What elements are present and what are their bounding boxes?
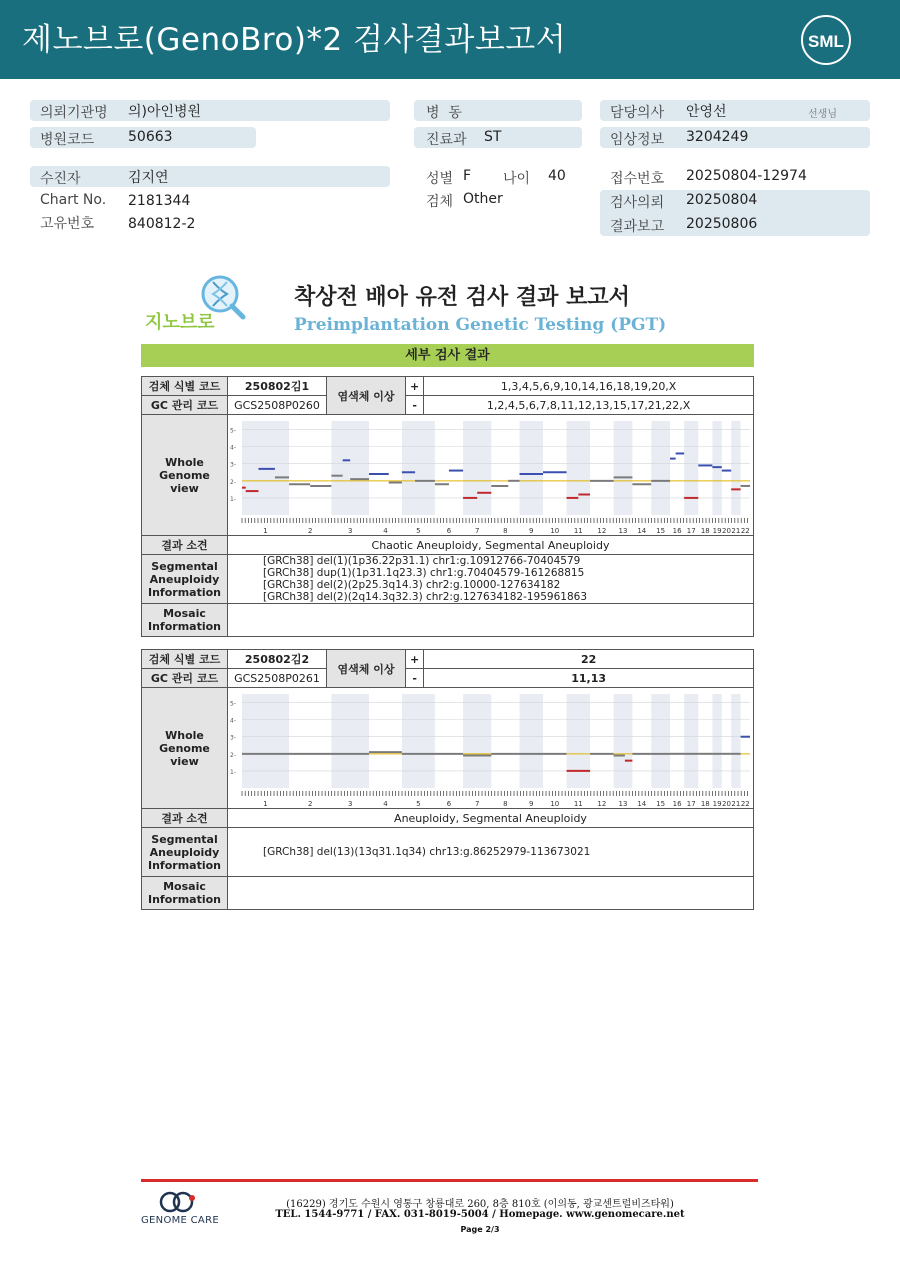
sample-code: 250802김2: [228, 650, 327, 669]
chromosome-band: [651, 421, 670, 515]
y-tick-label: 2-: [230, 751, 236, 759]
chromosome-band: [567, 421, 591, 515]
age-label: 나이: [503, 171, 531, 187]
chromosome-label: 4: [383, 800, 388, 808]
header-bar: [0, 0, 900, 79]
y-tick-label: 1-: [230, 768, 236, 776]
footer-contact: TEL. 1544-9771 / FAX. 031-8019-5004 / Homepage. www.genomecare.net: [275, 1209, 685, 1220]
chromosome-label: 16: [672, 800, 682, 808]
gc-code-label: GC 관리 코드: [142, 396, 228, 415]
chromosome-label: 21: [731, 800, 741, 808]
chromosome-label: 21: [731, 527, 741, 535]
chromosome-label: 3: [347, 527, 353, 535]
patient-label: 수진자: [40, 171, 81, 187]
segmental-line: [GRCh38] del(13)(13q31.1q34) chr13:g.86252979-113673021: [263, 846, 591, 858]
minus-chromosomes: 11,13: [424, 669, 754, 688]
chromosome-label: 13: [618, 527, 628, 535]
chromosome-label: 18: [700, 527, 710, 535]
chrom-abn-label: 염색체 이상: [327, 377, 406, 415]
plus-chromosomes: 1,3,4,5,6,9,10,14,16,18,19,20,X: [424, 377, 754, 396]
segmental-label: Segmental Aneuploidy Information: [142, 828, 228, 877]
y-tick-label: 3-: [230, 461, 236, 469]
genome-plot-1: [228, 415, 756, 537]
y-tick-label: 1-: [230, 495, 236, 503]
chromosome-label: 20: [722, 527, 731, 535]
y-tick-label: 5-: [230, 700, 236, 708]
mosaic-label: Mosaic Information: [142, 877, 228, 910]
specimen-label: 검체: [426, 194, 454, 210]
chromosome-label: 5: [416, 527, 421, 535]
clinical-value: 3204249: [686, 129, 749, 145]
segmental-info: [228, 555, 754, 604]
chromosome-label: 14: [637, 527, 647, 535]
segmental-label: Segmental Aneuploidy Information: [142, 555, 228, 604]
chromosome-band: [731, 694, 740, 788]
ward-label: 병 동: [426, 105, 462, 121]
segmental-line: [GRCh38] del(1)(1p36.22p31.1) chr1:g.10912766-70404579: [263, 555, 581, 567]
gc-code: GCS2508P0261: [228, 669, 327, 688]
receipt-value: 20250804-12974: [686, 168, 807, 184]
company-name: GENOME CARE: [141, 1215, 219, 1226]
whole-genome-label: Whole Genome view: [142, 415, 228, 536]
chromosome-band: [731, 421, 740, 515]
chromosome-band: [651, 694, 670, 788]
plus-sign: +: [406, 377, 424, 396]
svg-text:SML: SML: [808, 32, 844, 51]
chromosome-band: [712, 694, 721, 788]
chromosome-label: 8: [503, 800, 508, 808]
chromosome-label: 6: [446, 527, 452, 535]
mosaic-label: Mosaic Information: [142, 604, 228, 637]
footer-line: [141, 1179, 758, 1182]
report-date-label: 결과보고: [610, 219, 665, 235]
svg-text:지노브로: 지노브로: [145, 312, 215, 333]
chromosome-label: 19: [712, 527, 722, 535]
sml-logo: [800, 14, 852, 66]
chromosome-band: [331, 694, 369, 788]
plus-chromosomes: 22: [424, 650, 754, 669]
sample-code: 250802김1: [228, 377, 327, 396]
chromosome-label: 2: [307, 800, 313, 808]
chromosome-label: 19: [712, 800, 722, 808]
chromosome-label: 1: [263, 800, 268, 808]
chromosome-label: 12: [597, 800, 607, 808]
chromosome-label: 5: [416, 800, 421, 808]
genome-plot-2: [228, 688, 756, 810]
chromosome-band: [684, 694, 698, 788]
hospital-code-label: 병원코드: [40, 132, 95, 148]
gc-code: GCS2508P0260: [228, 396, 327, 415]
mosaic-info: [228, 877, 754, 910]
segmental-line: [GRCh38] del(2)(2q14.3q32.3) chr2:g.127634182-195961863: [263, 591, 588, 603]
minus-sign: -: [406, 396, 424, 415]
request-label: 검사의뢰: [610, 195, 665, 211]
chromosome-label: 16: [672, 527, 682, 535]
chromosome-label: 22: [740, 527, 750, 535]
finding-value: Aneuploidy, Segmental Aneuploidy: [228, 809, 754, 828]
chromosome-label: 7: [474, 527, 480, 535]
chromosome-label: 14: [637, 800, 647, 808]
patient-name: 김지연: [128, 170, 169, 186]
y-tick-label: 2-: [230, 478, 236, 486]
doctor-suffix: 선생님: [808, 109, 837, 120]
unique-value: 840812-2: [128, 216, 196, 232]
doctor-value: 안영선: [686, 104, 727, 120]
chromosome-label: 13: [618, 800, 628, 808]
genobro-logo: [140, 272, 260, 334]
sex-label: 성별: [426, 171, 454, 187]
chromosome-band: [520, 421, 544, 515]
minus-chromosomes: 1,2,4,5,6,7,8,11,12,13,15,17,21,22,X: [424, 396, 754, 415]
page-number: Page 2/3: [460, 1225, 500, 1234]
whole-genome-label: Whole Genome view: [142, 688, 228, 809]
chromosome-label: 15: [656, 527, 666, 535]
report-date-value: 20250806: [686, 216, 758, 232]
chromosome-label: 9: [529, 527, 534, 535]
y-tick-label: 4-: [230, 444, 236, 452]
sample-code-label: 검체 식별 코드: [142, 650, 228, 669]
chromosome-label: 11: [573, 800, 583, 808]
finding-label: 결과 소견: [142, 809, 228, 828]
unique-label: 고유번호: [40, 216, 95, 232]
clinical-label: 임상정보: [610, 132, 665, 148]
gc-code-label: GC 관리 코드: [142, 669, 228, 688]
genome-view-1: [228, 415, 754, 536]
y-tick-label: 4-: [230, 717, 236, 725]
segmental-line: [GRCh38] del(2)(2p25.3q14.3) chr2:g.10000-127634182: [263, 579, 561, 591]
dept-label: 진료과: [426, 132, 467, 148]
chromosome-label: 12: [597, 527, 607, 535]
chromosome-band: [684, 421, 698, 515]
y-tick-label: 5-: [230, 427, 236, 435]
chromosome-label: 15: [656, 800, 666, 808]
sample-1-table: [141, 376, 754, 637]
report-header-title: 제노브로(GenoBro)*2 검사결과보고서: [22, 22, 567, 58]
dept-value: ST: [484, 129, 502, 145]
chromosome-label: 10: [550, 800, 560, 808]
footer-address: (16229) 경기도 수원시 영통구 창룡대로 260, 8층 810호 (이의동, 광교센트럴비즈타워): [286, 1199, 674, 1210]
plus-sign: +: [406, 650, 424, 669]
chromosome-band: [331, 421, 369, 515]
chromosome-label: 20: [722, 800, 731, 808]
chart-label: Chart No.: [40, 192, 107, 208]
finding-label: 결과 소견: [142, 536, 228, 555]
chromosome-label: 18: [700, 800, 710, 808]
hospital-code-value: 50663: [128, 129, 173, 145]
age-value: 40: [548, 168, 566, 184]
institution-value: 의)아인병원: [128, 104, 202, 120]
chromosome-band: [242, 694, 289, 788]
segmental-info: [228, 828, 754, 877]
chromosome-label: 17: [686, 527, 696, 535]
chromosome-label: 9: [529, 800, 534, 808]
institution-label: 의뢰기관명: [40, 105, 108, 121]
report-subtitle: Preimplantation Genetic Testing (PGT): [294, 315, 667, 335]
chromosome-label: 7: [474, 800, 480, 808]
chromosome-band: [463, 421, 491, 515]
chromosome-band: [402, 694, 435, 788]
chromosome-label: 6: [446, 800, 452, 808]
chromosome-label: 17: [686, 800, 696, 808]
chromosome-label: 11: [573, 527, 583, 535]
chart-value: 2181344: [128, 193, 191, 209]
chromosome-label: 4: [383, 527, 388, 535]
chromosome-band: [614, 694, 633, 788]
chromosome-band: [520, 694, 544, 788]
chromosome-label: 8: [503, 527, 508, 535]
chromosome-label: 3: [347, 800, 353, 808]
finding-value: Chaotic Aneuploidy, Segmental Aneuploidy: [228, 536, 754, 555]
chromosome-label: 10: [550, 527, 560, 535]
chromosome-band: [463, 694, 491, 788]
minus-sign: -: [406, 669, 424, 688]
y-tick-label: 3-: [230, 734, 236, 742]
chromosome-band: [614, 421, 633, 515]
mosaic-info: [228, 604, 754, 637]
chrom-abn-label: 염색체 이상: [327, 650, 406, 688]
section-heading: 세부 검사 결과: [141, 344, 754, 367]
chromosome-label: 1: [263, 527, 268, 535]
segmental-line: [GRCh38] dup(1)(1p31.1q23.3) chr1:g.70404579-161268815: [263, 567, 585, 579]
sex-value: F: [463, 168, 472, 184]
report-title: 착상전 배아 유전 검사 결과 보고서: [294, 285, 630, 310]
request-value: 20250804: [686, 192, 758, 208]
chromosome-label: 2: [307, 527, 313, 535]
doctor-label: 담당의사: [610, 105, 665, 121]
sample-2-table: [141, 649, 754, 910]
chromosome-band: [567, 694, 591, 788]
chromosome-band: [402, 421, 435, 515]
chromosome-label: 22: [740, 800, 750, 808]
sample-code-label: 검체 식별 코드: [142, 377, 228, 396]
specimen-value: Other: [463, 191, 503, 207]
genome-view-2: [228, 688, 754, 809]
receipt-label: 접수번호: [610, 171, 665, 187]
